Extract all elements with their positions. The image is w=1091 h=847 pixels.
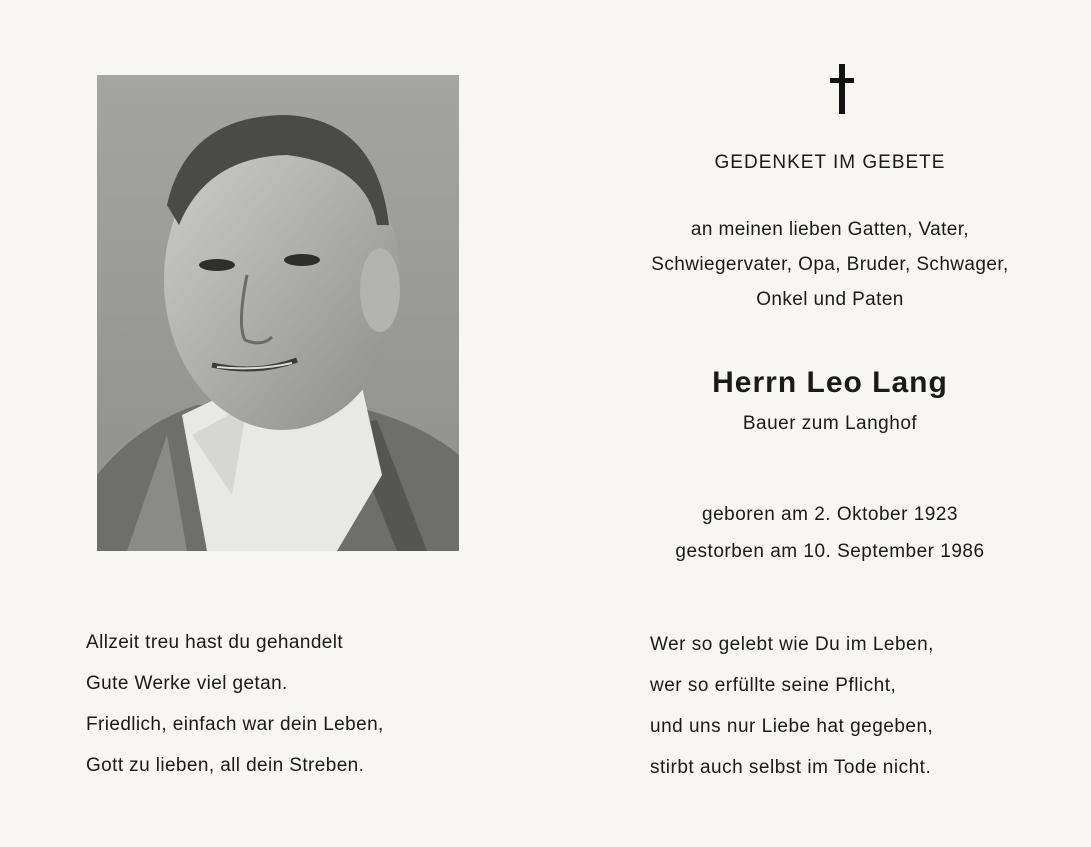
poem-line: und uns nur Liebe hat gegeben, — [650, 716, 934, 737]
portrait-photo — [97, 75, 459, 551]
dedication-line: an meinen lieben Gatten, Vater, — [690, 219, 970, 240]
birth-date: geboren am 2. Oktober 1923 — [702, 504, 958, 525]
heading: GEDENKET IM GEBETE — [714, 152, 946, 173]
poem-line: wer so erfüllte seine Pflicht, — [650, 675, 897, 696]
latin-cross-icon — [822, 62, 862, 116]
poem-line: Wer so gelebt wie Du im Leben, — [650, 634, 934, 655]
dedication-line: Onkel und Paten — [756, 289, 904, 310]
poem-right — [650, 624, 934, 788]
deceased-name: Herrn Leo Lang — [712, 366, 948, 399]
dedication-line: Schwiegervater, Opa, Bruder, Schwager, — [651, 254, 1009, 275]
poem-line: Gott zu lieben, all dein Streben. — [86, 755, 365, 776]
life-dates — [600, 496, 1060, 570]
poem-line: stirbt auch selbst im Tode nicht. — [650, 757, 932, 778]
occupation: Bauer zum Langhof — [742, 413, 918, 434]
dedication — [600, 212, 1060, 317]
poem-line: Allzeit treu hast du gehandelt — [86, 632, 344, 653]
poem-line: Friedlich, einfach war dein Leben, — [86, 714, 384, 735]
poem-left — [86, 622, 384, 786]
poem-line: Gute Werke viel getan. — [86, 673, 288, 694]
death-date: gestorben am 10. September 1986 — [675, 541, 985, 562]
